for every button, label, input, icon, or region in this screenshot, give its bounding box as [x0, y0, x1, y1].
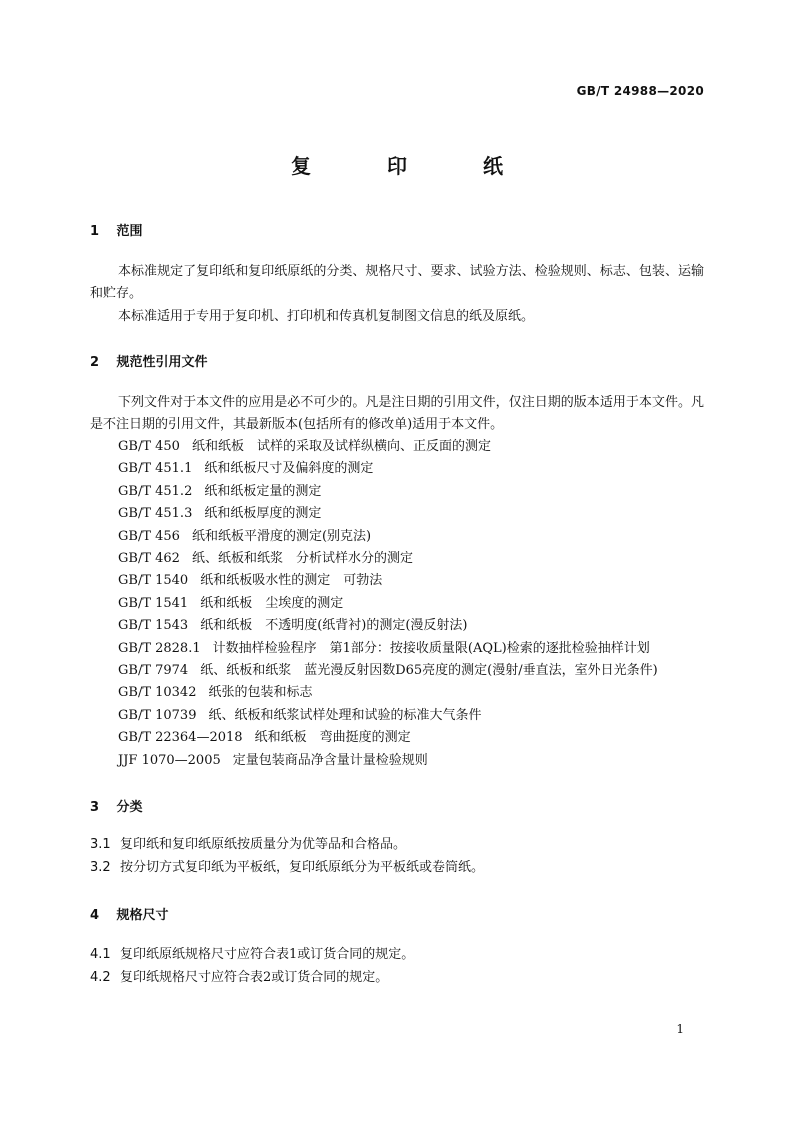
reference-title: 纸和纸板吸水性的测定 可勃法: [200, 573, 383, 589]
reference-item: [118, 615, 658, 637]
clause-number: 3.1: [90, 837, 111, 852]
reference-title: 纸和纸板厚度的测定: [204, 506, 322, 522]
section-number: 1: [90, 224, 100, 239]
standard-code: GB/T 24988—2020: [576, 84, 704, 98]
reference-item: [118, 570, 658, 592]
clause-number: 4.2: [90, 970, 111, 985]
reference-title: 纸和纸板 试样的采取及试样纵横向、正反面的测定: [191, 439, 491, 454]
reference-item: [118, 682, 658, 704]
page-number: 1: [676, 1022, 684, 1036]
reference-item: [118, 750, 658, 772]
section-title: 规范性引用文件: [116, 355, 208, 370]
section-4-heading: [90, 904, 169, 923]
reference-code: GB/T 1543: [118, 618, 189, 634]
references-intro: 下列文件对于本文件的应用是必不可少的。凡是注日期的引用文件，仅注日期的版本适用于本文件。凡是不注日期的引用文件，其最新版本(包括所有的修改单)适用于本文件。: [90, 395, 704, 432]
reference-item: [118, 660, 658, 682]
section-title: 规格尺寸: [116, 908, 169, 923]
reference-item: [118, 548, 658, 570]
clause-text: 复印纸和复印纸原纸按质量分为优等品和合格品。: [120, 837, 407, 852]
reference-code: GB/T 450: [118, 439, 180, 454]
reference-code: JJF 1070—2005: [118, 752, 221, 768]
reference-code: GB/T 10342: [118, 685, 197, 701]
reference-list: [118, 436, 658, 772]
reference-item: [118, 705, 658, 727]
clause-number: 3.2: [90, 860, 111, 875]
section-3-heading: [90, 796, 143, 815]
reference-code: GB/T 1540: [118, 573, 189, 589]
reference-item: [118, 593, 658, 615]
clause-number: 4.1: [90, 947, 111, 962]
reference-item: [118, 727, 658, 749]
reference-title: 纸和纸板尺寸及偏斜度的测定: [204, 461, 374, 477]
section-number: 4: [90, 908, 100, 923]
reference-title: 纸、纸板和纸浆试样处理和试验的标准大气条件: [208, 707, 482, 723]
reference-title: 计数抽样检验程序 第1部分：按接收质量限(AQL)检索的逐批检验抽样计划: [212, 640, 650, 656]
reference-item: [118, 436, 658, 458]
section-1-heading: [90, 220, 143, 239]
section-title: 分类: [116, 800, 143, 815]
reference-title: 纸和纸板定量的测定: [204, 483, 322, 499]
clause-3-1: [90, 834, 406, 856]
reference-title: 纸张的包装和标志: [208, 685, 313, 701]
reference-title: 纸、纸板和纸浆 蓝光漫反射因数D65亮度的测定(漫射/垂直法，室外日光条件): [200, 663, 658, 679]
section-title: 范围: [116, 224, 143, 239]
reference-code: GB/T 7974: [118, 663, 189, 679]
reference-code: GB/T 2828.1: [118, 640, 201, 656]
reference-code: GB/T 451.3: [118, 506, 193, 522]
clause-text: 复印纸原纸规格尺寸应符合表1或订货合同的规定。: [120, 947, 415, 962]
section-number: 3: [90, 800, 100, 815]
clause-text: 复印纸规格尺寸应符合表2或订货合同的规定。: [120, 970, 389, 985]
scope-paragraph-1: 本标准规定了复印纸和复印纸原纸的分类、规格尺寸、要求、试验方法、检验规则、标志、包装、运输和贮存。: [90, 264, 704, 301]
reference-title: 纸和纸板 不透明度(纸背衬)的测定(漫反射法): [200, 618, 468, 634]
reference-title: 纸、纸板和纸浆 分析试样水分的测定: [191, 551, 413, 567]
reference-code: GB/T 10739: [118, 707, 197, 723]
section-number: 2: [90, 355, 100, 370]
scope-paragraph-2: 本标准适用于专用于复印机、打印机和传真机复制图文信息的纸及原纸。: [118, 309, 535, 324]
reference-code: GB/T 456: [118, 528, 180, 544]
clause-3-2: [90, 857, 484, 879]
reference-code: GB/T 22364—2018: [118, 730, 243, 746]
reference-title: 纸和纸板 弯曲挺度的测定: [254, 730, 411, 746]
clause-4-1: [90, 944, 414, 966]
section-2-heading: [90, 351, 208, 370]
clause-text: 按分切方式复印纸为平板纸，复印纸原纸分为平板纸或卷筒纸。: [120, 860, 485, 875]
clause-4-2: [90, 967, 388, 989]
document-title: 复 印 纸: [291, 154, 531, 178]
reference-code: GB/T 451.2: [118, 483, 193, 499]
reference-title: 纸和纸板 尘埃度的测定: [200, 595, 344, 611]
reference-title: 定量包装商品净含量计量检验规则: [232, 752, 428, 768]
reference-item: [118, 638, 658, 660]
reference-title: 纸和纸板平滑度的测定(别克法): [191, 528, 372, 544]
reference-code: GB/T 1541: [118, 595, 189, 611]
reference-code: GB/T 462: [118, 551, 180, 567]
reference-item: [118, 526, 658, 548]
reference-item: [118, 458, 658, 480]
reference-code: GB/T 451.1: [118, 461, 193, 477]
reference-item: [118, 503, 658, 525]
reference-item: [118, 481, 658, 503]
